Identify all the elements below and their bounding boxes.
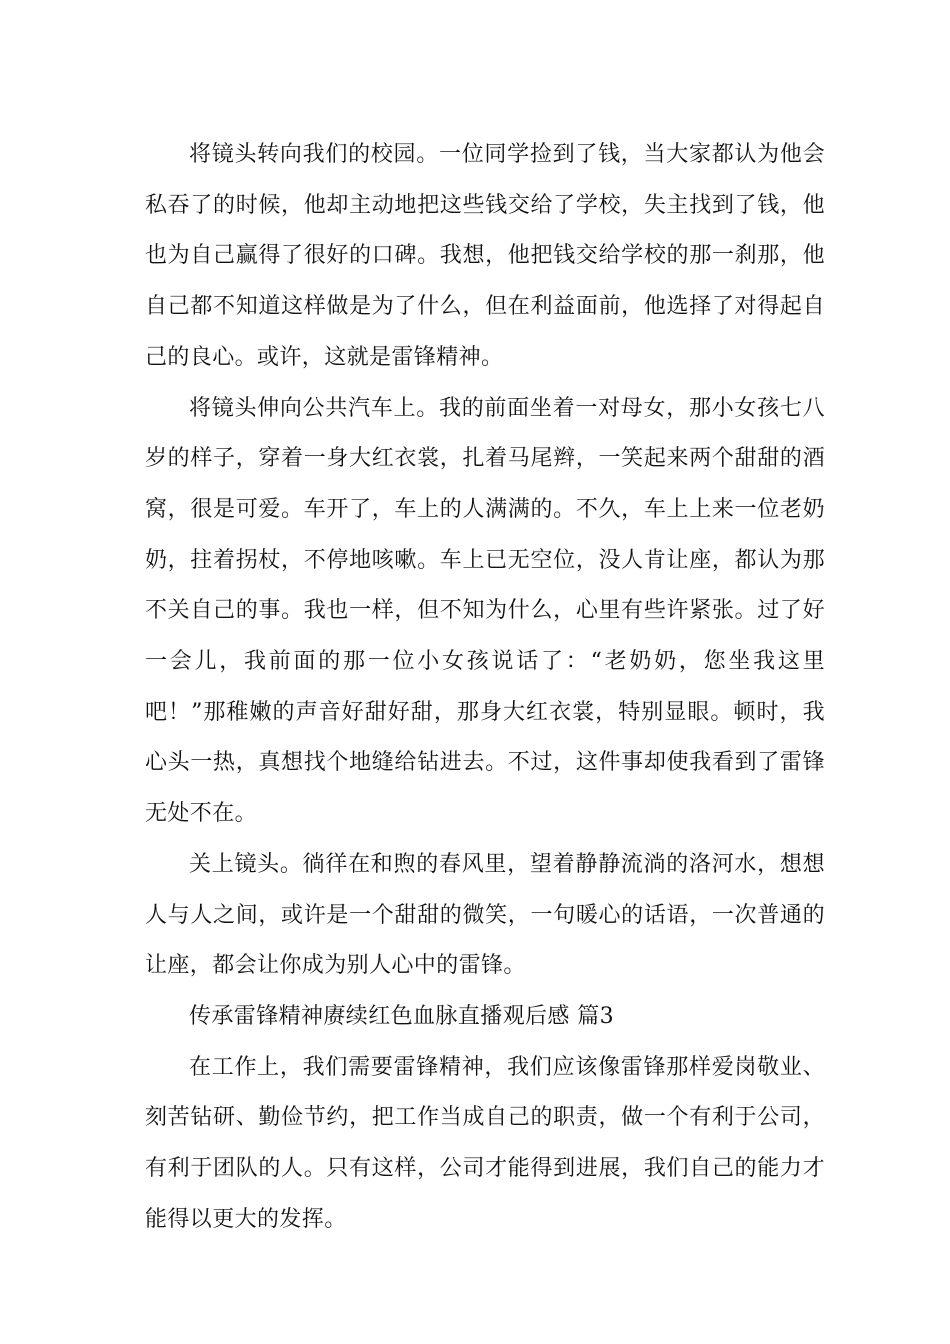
paragraph-bus: 将镜头伸向公共汽车上。我的前面坐着一对母女，那小女孩七八岁的样子，穿着一身大红衣裳，扎着马尾辫，一笑起来两个甜甜的酒窝，很是可爱。车开了，车上的人满满的。不久，车上上来一位老奶奶，拄着拐杖，不停地咳嗽。车上已无空位，没人肯让座，都认为那不关自己的事。我也一样，但不知为什么，心里有些许紧张。过了好一会儿，我前面的那一位小女孩说话了：“老奶奶，您坐我这里吧！”那稚嫩的声音好甜好甜，那身大红衣裳，特别显眼。顿时，我心头一热，真想找个地缝给钻进去。不过，这件事却使我看到了雷锋无处不在。 [145,395,825,827]
document-body [145,130,825,1245]
paragraph-work: 在工作上，我们需要雷锋精神，我们应该像雷锋那样爱岗敬业、刻苦钻研、勤俭节约，把工作当成自己的职责，做一个有利于公司，有利于团队的人。只有这样，公司才能得到进展，我们自己的能力才能得以更大的发挥。 [145,1054,825,1232]
paragraph-closing: 关上镜头。徜徉在和煦的春风里，望着静静流淌的洛河水，想想人与人之间，或许是一个甜甜的微笑，一句暖心的话语，一次普通的让座，都会让你成为别人心中的雷锋。 [145,851,825,979]
section-heading: 传承雷锋精神赓续红色血脉直播观后感 篇3 [189,1003,614,1029]
paragraph-campus: 将镜头转向我们的校园。一位同学捡到了钱，当大家都认为他会私吞了的时候，他却主动地把这些钱交给了学校，失主找到了钱，他也为自己赢得了很好的口碑。我想，他把钱交给学校的那一刹那，他自己都不知道这样做是为了什么，但在利益面前，他选择了对得起自己的良心。或许，这就是雷锋精神。 [145,142,825,370]
